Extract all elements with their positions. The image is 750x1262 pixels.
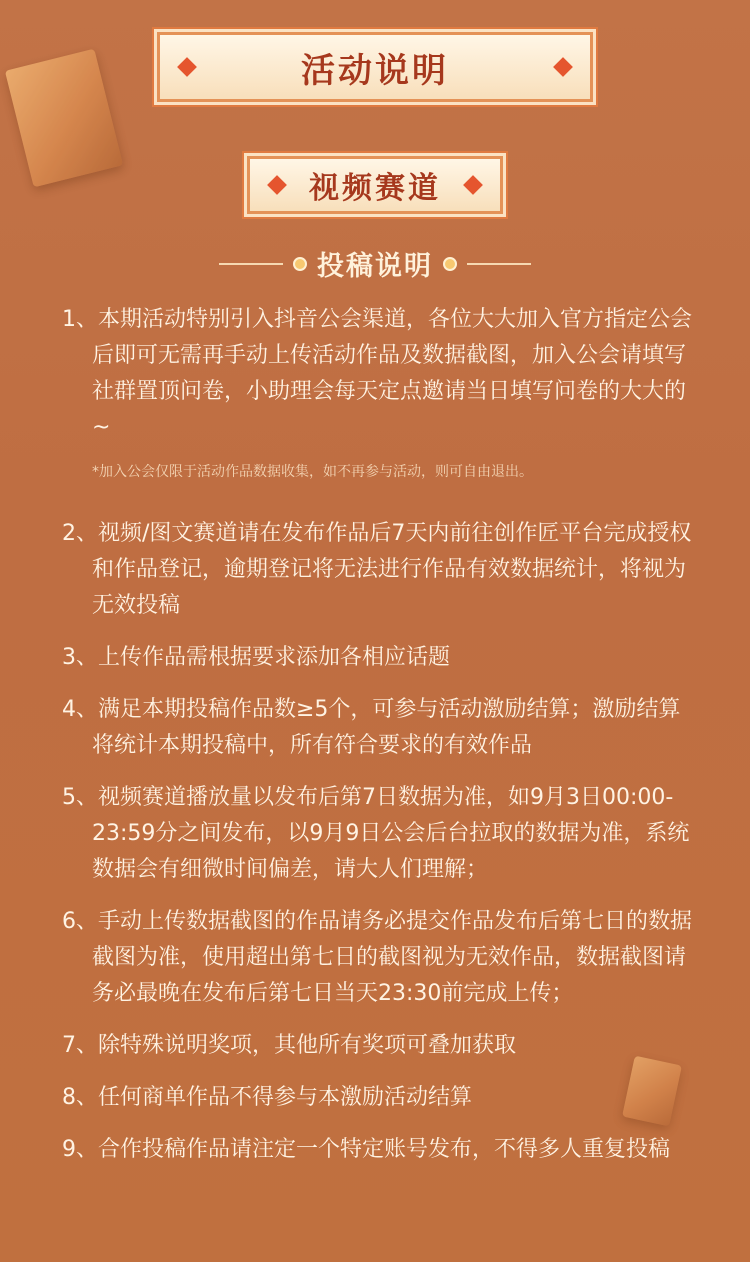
decorative-box-left [5, 49, 123, 188]
rule-note: *加入公会仅限于活动作品数据收集，如不再参与活动，则可自由退出。 [92, 464, 533, 480]
section-title [0, 244, 750, 283]
rule-item: 5、视频赛道播放量以发布后第7日数据为准，如9月3日00:00-23:59分之间发布，以9月9日公会后台拉取的数据为准，系统数据会有细微时间偏差，请大人们理解； [62, 785, 690, 882]
rule-item: 2、视频/图文赛道请在发布作品后7天内前往创作匠平台完成授权和作品登记，逾期登记将无法进行作品有效数据统计，将视为无效投稿 [62, 521, 692, 618]
rule-item: 9、合作投稿作品请注定一个特定账号发布，不得多人重复投稿 [62, 1137, 670, 1162]
divider-line-right [467, 263, 531, 265]
rule-item: 7、除特殊说明奖项，其他所有奖项可叠加获取 [62, 1033, 516, 1058]
rules-list [62, 302, 702, 1184]
ornament-dot-icon [293, 257, 307, 271]
main-banner [157, 32, 593, 102]
ornament-dot-icon [443, 257, 457, 271]
sub-banner-title: 视频赛道 [247, 156, 503, 214]
rule-item: 4、满足本期投稿作品数≥5个，可参与活动激励结算；激励结算将统计本期投稿中，所有符合要求的有效作品 [62, 697, 681, 758]
sub-banner [247, 156, 503, 214]
main-banner-title: 活动说明 [157, 32, 593, 102]
rule-item: 6、手动上传数据截图的作品请务必提交作品发布后第七日的数据截图为准，使用超出第七日的截图视为无效作品，数据截图请务必最晚在发布后第七日当天23:30前完成上传； [62, 909, 692, 1006]
rule-item: 8、任何商单作品不得参与本激励活动结算 [62, 1085, 472, 1110]
rule-item: 1、本期活动特别引入抖音公会渠道，各位大大加入官方指定公会后即可无需再手动上传活动作品及数据截图，加入公会请填写社群置顶问卷，小助理会每天定点邀请当日填写问卷的大大的~ [62, 307, 692, 440]
divider-line-left [219, 263, 283, 265]
rule-item: 3、上传作品需根据要求添加各相应话题 [62, 645, 450, 670]
section-title-text: 投稿说明 [317, 251, 433, 282]
